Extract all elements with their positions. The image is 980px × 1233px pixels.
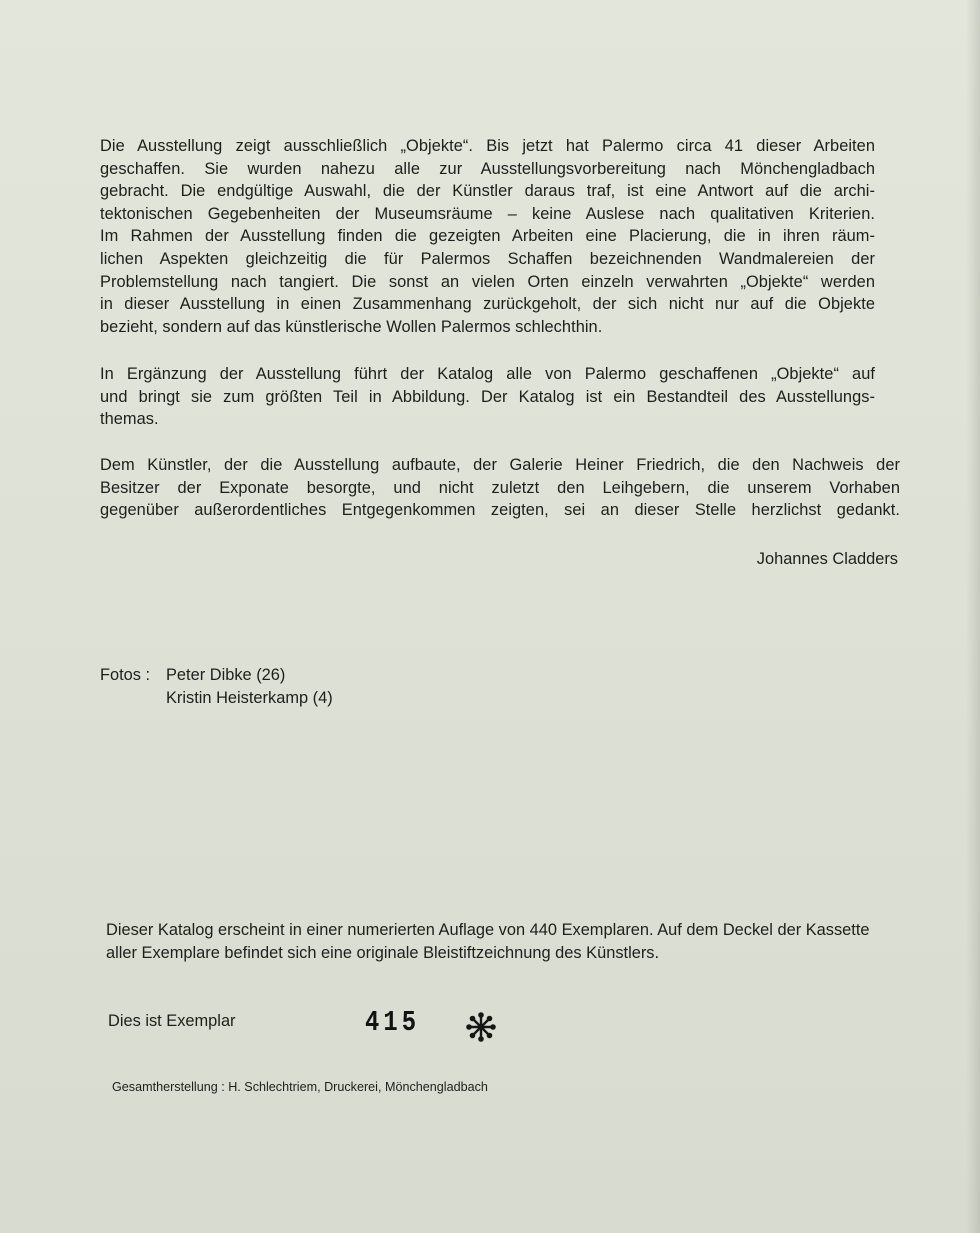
acknowledgement-paragraph [100, 454, 900, 522]
page-edge-shadow [966, 0, 980, 1233]
intro-paragraph [100, 135, 875, 338]
paragraph-line: Die Ausstellung zeigt ausschließlich „Objekte“. Bis jetzt hat Palermo circa 41 dieser Arbeiten [100, 137, 875, 155]
paragraph-line: Im Rahmen der Ausstellung finden die gezeigten Arbeiten eine Placierung, die in ihren räum- [100, 227, 875, 246]
paragraph-line: tektonischen Gegebenheiten der Museumsräume – keine Auslese nach qualitativen Kriterien. [100, 204, 875, 223]
paragraph-line: geschaffen. Sie wurden nahezu alle zur Ausstellungsvorbereitung nach Mönchengladbach [100, 159, 875, 178]
paragraph-line: themas. [100, 410, 159, 429]
edition-note: Dieser Katalog erscheint in einer numerierten Auflage von 440 Exemplaren. Auf dem Deckel der Kassette aller Exemplare befindet sich eine originale Bleistiftzeichnung des Künstlers. [106, 921, 870, 962]
paragraph-line: und bringt sie zum größten Teil in Abbildung. Der Katalog ist ein Bestandteil des Ausstellungs- [100, 387, 875, 406]
catalog-paragraph [100, 363, 875, 431]
photo-credit: Peter Dibke (26) [166, 666, 286, 684]
paragraph-line: In Ergänzung der Ausstellung führt der Katalog alle von Palermo geschaffenen „Objekte“ auf [100, 365, 875, 383]
asterisk-mark-icon [465, 1011, 497, 1043]
paragraph-line: gegenüber außerordentliches Entgegenkommen zeigten, sei an dieser Stelle herzlichst gedankt. [100, 501, 900, 520]
paragraph-line: lichen Aspekten gleichzeitig die für Palermos Schaffen bezeichnenden Wandmalereien der [100, 249, 875, 268]
paragraph-line: bezieht, sondern auf das künstlerische Wollen Palermos schlechthin. [100, 317, 603, 336]
copy-number-line [108, 1006, 528, 1046]
paragraph-line: Problemstellung nach tangiert. Die sonst an vielen Orten einzeln verwahrten „Objekte“ werden [100, 272, 875, 291]
printer-credit: Gesamtherstellung : H. Schlechtriem, Druckerei, Mönchengladbach [112, 1080, 488, 1094]
photo-credits-list [166, 664, 333, 710]
copy-label: Dies ist Exemplar [108, 1012, 236, 1030]
photo-credit: Kristin Heisterkamp (4) [166, 689, 333, 707]
photo-credits-label: Fotos : [100, 666, 151, 684]
copy-number-stamp: 415 [365, 1006, 421, 1039]
paragraph-line: in dieser Ausstellung in einen Zusammenhang zurückgeholt, der sich nicht nur auf die Objekte [100, 295, 875, 314]
paragraph-line: Dem Künstler, der die Ausstellung aufbaute, der Galerie Heiner Friedrich, die den Nachweis der [100, 456, 900, 474]
author-signature: Johannes Cladders [756, 550, 898, 568]
paragraph-line: gebracht. Die endgültige Auswahl, die der Künstler daraus traf, ist eine Antwort auf die archi- [100, 182, 875, 201]
paragraph-line: Besitzer der Exponate besorgte, und nicht zuletzt den Leihgebern, die unserem Vorhaben [100, 478, 900, 497]
